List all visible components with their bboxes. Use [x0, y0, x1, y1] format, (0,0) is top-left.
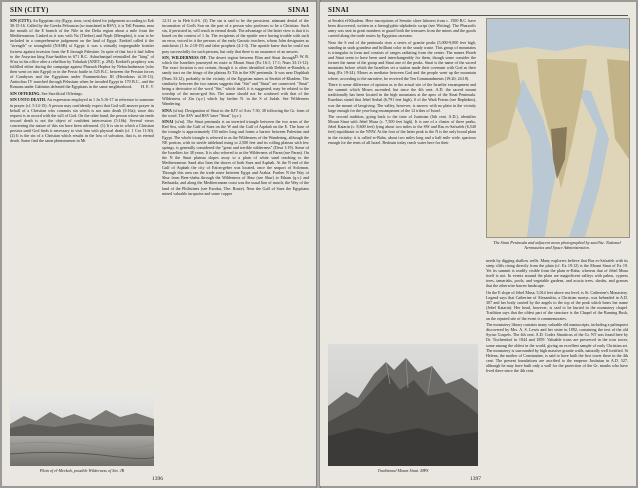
right-column-2	[486, 258, 628, 480]
article-paragraph	[486, 258, 628, 289]
entry-text: There is some difference of opinion as to the actual site of the Israelite encampment and the summit which Moses ascended, but since the 4th cent. A.D. the sacred mount traditionally has been located in the high mountains at the apex of the Sinai Peninsula. Eusebius stated that Jebel Serbal (6,791 feet high), S of the Wadi Feiran (see Rephidim), was the mount of lawgiving. The valley, however, is narrow with no plain in the vicinity large enough for the year-long encampment of the 12 tribes of Israel.	[328, 82, 476, 113]
left-column-1	[10, 18, 154, 388]
entry-text: The second tradition, going back to the time of Justinian (6th cent. A.D.), identifies Mount Sinai with Jebel Musa (c. 7,500 feet high). It is one of a cluster of three peaks, Jebel Katarin (c. 8,600 feet) lying about two miles to the SW and Ras es-Safsafeh (6,540 feet) equidistant to the NNW. At the foot of the latter peak to the N is the only broad plain in the vicinity; it is called er-Raha, about two miles long and a half mile wide, spacious enough for the tents of all Israel. Bedouin today reach water here for their	[328, 114, 476, 145]
left-page-number: 1396	[152, 476, 163, 482]
entry-headword: SIN (CITY).	[10, 18, 32, 23]
left-column-2	[162, 18, 309, 480]
author-initials: H. E. V.	[141, 84, 154, 90]
mount-sinai-photo	[328, 344, 478, 466]
right-page	[320, 2, 636, 486]
author-initials: D. W. B.	[294, 53, 309, 59]
entry-text: Near the S end of the peninsula rises a series of granite peaks (5,000-9,000 feet high, standing in stark grandeur and brilliant color in the sandy waste. This group of mountains is triangular in form and consists of ranges radiating from the center. The names Horeb and Sinai seem to have been used interchangeably for them, though some consider the former the name of the group and Sinai one of the peaks. Sinai is the name of the sacred mountain before which the Israelites set a station made their covenant with God as their king (Ex 19-24). Moses as mediator between God and the people went up the mountain where, according to the narrative, he received the Ten Commandments (19:20; 24:18).	[328, 39, 476, 81]
article-paragraph	[162, 55, 309, 106]
entry-text: The desert region between Elim and Sinai through which the Israelites journeyed en route to Mount Sinai (Ex 16:1; 17:1; Num 33:11-12). The exact location is not certain, though it is often identified with Debbet er-Ramleh, a sandy tract on the fringe of the plateau Et Tih in the SW peninsula. It was near Dophkah (Num 33:12), probably in the vicinity of the Egyptian mines at Serabit el-Khadem. The similarity between the two names suggests that "Sin" and "Sinai" are connected. "Sinai" being a derivative of the word "Sin," which itself, it is suggested, may be related to the worship of the moon-god Sin. The name should not be confused with that of the Wilderness of Zin (q.v.) which lay farther N. in the S of Judah. See Wilderness Wandering.	[162, 55, 309, 106]
article-paragraph	[486, 322, 628, 373]
right-head-rule	[328, 15, 628, 16]
article-paragraph	[10, 91, 154, 96]
right-column-1	[328, 18, 476, 340]
entry-text: (si'ni). The Sinai peninsula is an inverted triangle between the two arms of the Red Sea, with the Gulf of Suez on the W and the Gulf of Aqabah on the E. The base of the triangle is approximately 150 miles long and forms a barrier between Palestine and Egypt. The whole triangle is referred to as the Wilderness of the Wandering, although the NE portion, with its sterile tableland rising to 2,500 feet and its rolling plateau with few springs, is generally considered the "great and terrible wilderness" (Deut 1:19). Some of the Israelites for 38 years. It is also referred to as the Wilderness of Paran (see Paran). On the N the Sinai plateau slopes away to a plain of white sand reaching to the Mediterranean. Sand also lines the shores of both Suez and Aqabah. At the N end of the Gulf of Aqabah the city of Ezion-geber was located, once the seaport of Solomon. Through this area ran the trade route between Egypt and Arabia. Farther N the Way of Shur from Beer-sheba through the Wilderness of Shur (see Shur) to Etham (q.v.) and Bethsaida, and along the Mediterranean coast was the usual line of march, the Way of the land of the Philistines (see Exodus, The: Route). Near the Gulf of Suez the Egyptians mined valuable turquoise and some copper	[162, 119, 309, 196]
right-page-number: 1397	[470, 476, 481, 482]
entry-text: An Egyptian city (Egyp. sinw, swn) dated for judgement according to Ezk 30:15-16. Called by the Greeks Pelousion (so translated in RSV), it is Tell Farama, near the mouth of the E branch of the Nile in the Delta region about a mile from the Mediterranean. Linked as it was with No (Thebes) and Noph (Memphis), it was to be included in a comprehensive judgement on the land of Egypt. Ezekiel called it the "strength" or stronghold (NASB) of Egypt; it was a virtually impregnable frontier fortress against invasion from the E through Palestine. In spite of that fact it had fallen to the Assyrian king Esar-haddon in 671 B.C. Ashurbanipal reinstalled the "king" of Si'nu in his office after a rebellion by Tirhakah (ANET, p. 294). Ezekiel's prophecy was fulfilled either during the campaign against Pharaoh Hophra by Nebuchadnezzar (who then went on into Egypt) or in the Persic battle in 525 B.C. between the Persian forces of Cambyses and the Egyptians under Psammetichus III (Herodotus iii.10-13). Antiochus IV marched through Pelusium when he invaded Egypt in 170 B.C., and the Romans under Gabinius defeated the Egyptians in the same neighborhood.	[10, 18, 154, 90]
map-caption: The Sinai Peninsula and adjacent areas photographed by satellite. National Aeronautics and Space Administration.	[493, 240, 621, 250]
entry-headword: SIN UNTO DEATH.	[10, 97, 47, 103]
article-paragraph	[328, 18, 476, 38]
wilderness-of-sin-photo	[10, 394, 154, 466]
entry-text: 12:31 or in Heb 6:4-6. (3) The sin is said to be the persistent, adamant denial of the incarnation of God's Son on the part of a person who professes to be a Christian. Such sin, if persisted in, will result in eternal death. The advantage of the latter view is that it is based on the context of 1 Jn. The recipients of the epistle were having trouble with such an error, voiced in it the persons of the early Gnostic teachers, whom John designates as antichrists (1 Jn 2:18-19) and false prophets (4:1-3). The apostle knew that he could not pray successfully for such persons, but only that there is no assurance of an answer.	[162, 18, 309, 54]
entry-text: needs by digging shallow wells. Many explorers believe that Ras es-Safsafeh with its steep cliffs rising directly from the plain (cf. Ex 19:12) is the Mount Sinai of Ex 19. Yet its summit is readily visible from the plain er-Raha, whereas that of Jebel Musa itself is not. In events around the plain are magnificent valleys with palms, cypress trees, tamarisks, pools, and vegetable gardens, and acacia trees, shrubs, and grasses that the otherwise barren landscape.	[486, 258, 628, 289]
entry-text: On the E slope of Jebel Musa, 5,014 feet above sea level, is St. Catherine's Monastery. Legend says that Catherine of Alexandria, a Christian martyr, was beheaded in A.D. 307 and her body carried by the angels to the top of the peak which bears her name (Jebel Katarin). Her head, however, is said to be buried in the monastery chapel. Tradition says that the oldest part of the structure is the Chapel of the Burning Bush, on the reputed site of the event it commemorates.	[486, 290, 628, 321]
left-page	[2, 2, 317, 486]
article-paragraph	[328, 40, 476, 81]
left-running-head-right: SINAI	[288, 6, 309, 14]
article-paragraph	[10, 18, 154, 89]
entry-text: See Sacrificial Offerings.	[41, 90, 83, 96]
right-running-head: SINAI	[328, 6, 349, 14]
entry-headword: SIN, WILDERNESS OF.	[162, 55, 207, 61]
entry-headword: SIN OFFERING.	[10, 90, 41, 96]
entry-text: at Serabit el-Khadem. Here inscriptions of Semitic slave laborers from c. 1500 B.C. have been discovered, written in a hieroglyphic-alphabetic script (see Writing). The Pharaoh's army was sent in great numbers to guard both the treasures from the mines and the goods carried along the trade routes by Egyptian caravans.	[328, 18, 476, 39]
left-running-head: SIN (CITY)	[10, 6, 49, 14]
article-paragraph	[162, 119, 309, 195]
article-paragraph	[162, 108, 309, 118]
entry-text: (si'na). Designation of Sinai in the KJV of Acts 7:30, 38 following the Gr. form of the word. The ASV and RSV have "Sinai" (q.v.).	[162, 107, 309, 118]
sinai-satellite-map	[486, 18, 630, 238]
article-paragraph	[328, 114, 476, 145]
mount-sinai-caption: Traditional Mount Sinai. MPS	[377, 468, 429, 473]
wilderness-photo-caption: Plain of el-Merkah, possible Wilderness of Sin. JR	[39, 468, 125, 473]
entry-text: An expression employed in 1 Jn 5:16-17 in reference to someone in prayer (cf. 5:14-15). A person may confidently expect that God will answer prayer in behalf of a Christian who commits sin which is not unto death (5:16a); since this request is in accord with the will of God. On the other hand, the person whose sin tends toward death is not the object of confident intercession (5:16b). Several views concerning the nature of this sin have been advanced. (1) It is sin in which a Christian persists until God finds it necessary to visit him with physical death (cf. 1 Cor 11:30). (2) It is the sin of a Christian which results in the loss of salvation, that is, in eternal death. Some find the same phenomenon in Mt	[10, 97, 155, 144]
article-paragraph	[328, 82, 476, 113]
left-head-rule	[10, 15, 309, 16]
article-paragraph	[486, 290, 628, 321]
entry-text: The monastery library contains many valuable old manuscripts, including a palimpsest discovered by Mrs. A. S. Lewis and her sister in 1892, containing the text of the old Syriac Gospels. The 4th cent. A.D. Codex Sinaiticus of the Gr. NT was found here by Dr. Tischendorf in 1844 and 1859. Valuable icons are preserved in the icon tower, some among the oldest in the world, giving an excellent sample of early Christian art. The monastery is surrounded by high massive granite walls, naturally well fortified. St Helena, the mother of Constantine, is said to have built the first tower there in the 4th cent. The present foundations are ascribed to the emperor Justinian in A.D. 527, although he may have built only a wall for the protection of the Gr. monks who have lived there since the 4th cent.	[486, 322, 628, 373]
entry-headword: SINAI	[162, 119, 174, 125]
article-paragraph	[10, 97, 154, 143]
entry-headword: SINA	[162, 107, 172, 113]
